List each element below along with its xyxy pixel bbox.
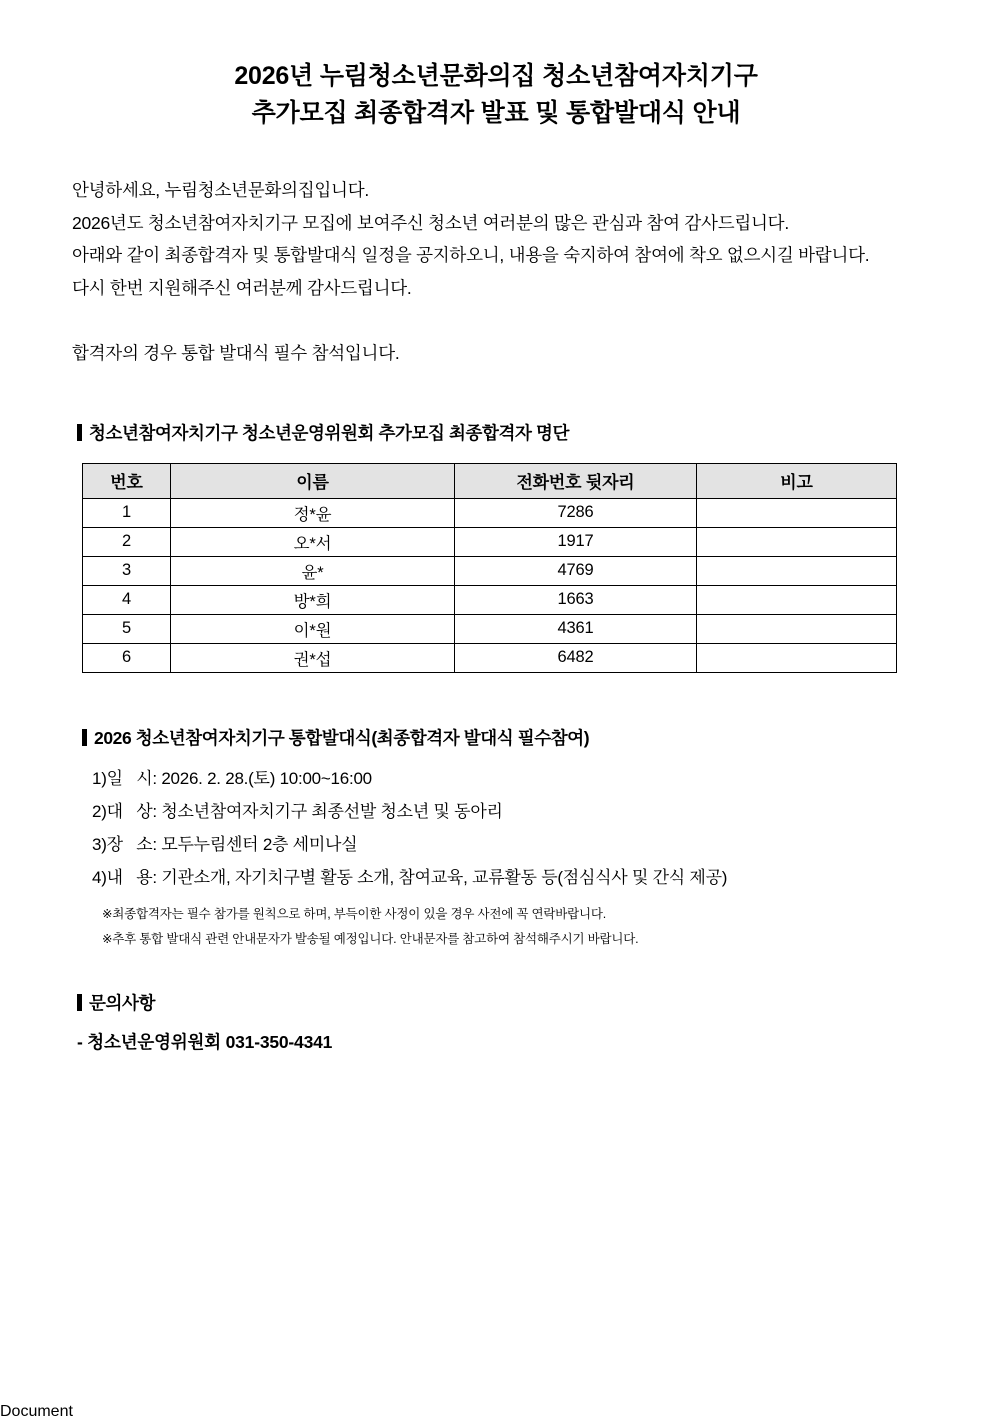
event-heading-label: 2026 청소년참여자치기구 통합발대식(최종합격자 발대식 필수참여) — [94, 727, 590, 748]
cell-no: 1 — [83, 498, 171, 527]
roster-section-heading — [77, 420, 934, 445]
mandatory-attendance-notice: 합격자의 경우 통합 발대식 필수 참석입니다. — [72, 343, 400, 364]
roster-heading-label: 청소년참여자치기구 청소년운영위원회 추가모집 최종합격자 명단 — [89, 422, 569, 443]
column-header-memo: 비고 — [697, 463, 897, 498]
list-item: 4)내 용: 기관소개, 자기치구별 활동 소개, 참여교육, 교류활동 등(점심식사 및 간식 제공) — [92, 868, 728, 888]
cell-tel: 1663 — [455, 585, 697, 614]
contact-section — [72, 990, 934, 1054]
list-item: 3)장 소: 모두누림센터 2층 세미나실 — [92, 835, 358, 855]
column-header-tel: 전화번호 뒷자리 — [455, 463, 697, 498]
bullet-bar-icon — [77, 994, 82, 1011]
cell-name: 정*윤 — [171, 498, 455, 527]
cell-memo — [697, 498, 897, 527]
cell-no: 5 — [83, 614, 171, 643]
cell-memo — [697, 614, 897, 643]
column-header-name: 이름 — [171, 463, 455, 498]
cell-tel: 7286 — [455, 498, 697, 527]
bullet-bar-icon — [82, 729, 87, 746]
intro-paragraph — [72, 174, 934, 304]
table-row — [83, 643, 897, 672]
table-row — [83, 585, 897, 614]
document-title — [0, 0, 992, 132]
cell-tel: 4769 — [455, 556, 697, 585]
intro-line-4: 다시 한번 지원해주신 여러분께 감사드립니다. — [72, 277, 412, 298]
intro-line-3: 아래와 같이 최종합격자 및 통합발대식 일정을 공지하오니, 내용을 숙지하여 참여에 착오 없으시길 바랍니다. — [72, 245, 870, 266]
cell-tel: 4361 — [455, 614, 697, 643]
note-item: ※추후 통합 발대식 관련 안내문자가 발송될 예정입니다. 안내문자를 참고하여 참석해주시기 바랍니다. — [102, 932, 639, 947]
intro-line-2: 2026년도 청소년참여자치기구 모집에 보여주신 청소년 여러분의 많은 관심과 참여 감사드립니다. — [72, 212, 789, 233]
table-row — [83, 527, 897, 556]
document-body — [0, 174, 992, 1054]
cell-name: 권*섭 — [171, 643, 455, 672]
cell-name: 오*서 — [171, 527, 455, 556]
cell-memo — [697, 556, 897, 585]
column-header-no: 번호 — [83, 463, 171, 498]
cell-tel: 1917 — [455, 527, 697, 556]
cell-name: 이*원 — [171, 614, 455, 643]
cell-memo — [697, 585, 897, 614]
cell-name: 윤* — [171, 556, 455, 585]
cell-no: 4 — [83, 585, 171, 614]
table-row — [83, 498, 897, 527]
cell-memo — [697, 527, 897, 556]
contact-section-heading — [77, 990, 934, 1015]
bullet-bar-icon — [77, 424, 82, 441]
list-item: 2)대 상: 청소년참여자치기구 최종선발 청소년 및 동아리 — [92, 801, 503, 821]
note-item: ※최종합격자는 필수 참가를 원칙으로 하며, 부득이한 사정이 있을 경우 사전에 꼭 연락바랍니다. — [102, 907, 607, 922]
event-section — [72, 725, 934, 953]
cell-no: 3 — [83, 556, 171, 585]
event-section-heading — [82, 725, 934, 750]
contact-heading-label: 문의사항 — [89, 993, 156, 1014]
intro-line-1: 안녕하세요, 누림청소년문화의집입니다. — [72, 180, 369, 200]
cell-memo — [697, 643, 897, 672]
roster-table — [82, 463, 897, 673]
cell-no: 6 — [83, 643, 171, 672]
table-row — [83, 614, 897, 643]
cell-no: 2 — [83, 527, 171, 556]
event-detail-list — [92, 762, 934, 895]
cell-tel: 6482 — [455, 643, 697, 672]
table-row — [83, 556, 897, 585]
table-header-row — [83, 463, 897, 498]
contact-phone-line: - 청소년운영위원회 031-350-4341 — [77, 1032, 333, 1053]
title-line-1: 2026년 누림청소년문화의집 청소년참여자치기구 — [234, 62, 758, 90]
event-notes — [102, 902, 934, 952]
list-item: 1)일 시: 2026. 2. 28.(토) 10:00~16:00 — [92, 768, 372, 788]
title-line-2: 추가모집 최종합격자 발표 및 통합발대식 안내 — [251, 99, 741, 127]
cell-name: 방*희 — [171, 585, 455, 614]
roster-table-wrapper — [82, 463, 934, 673]
